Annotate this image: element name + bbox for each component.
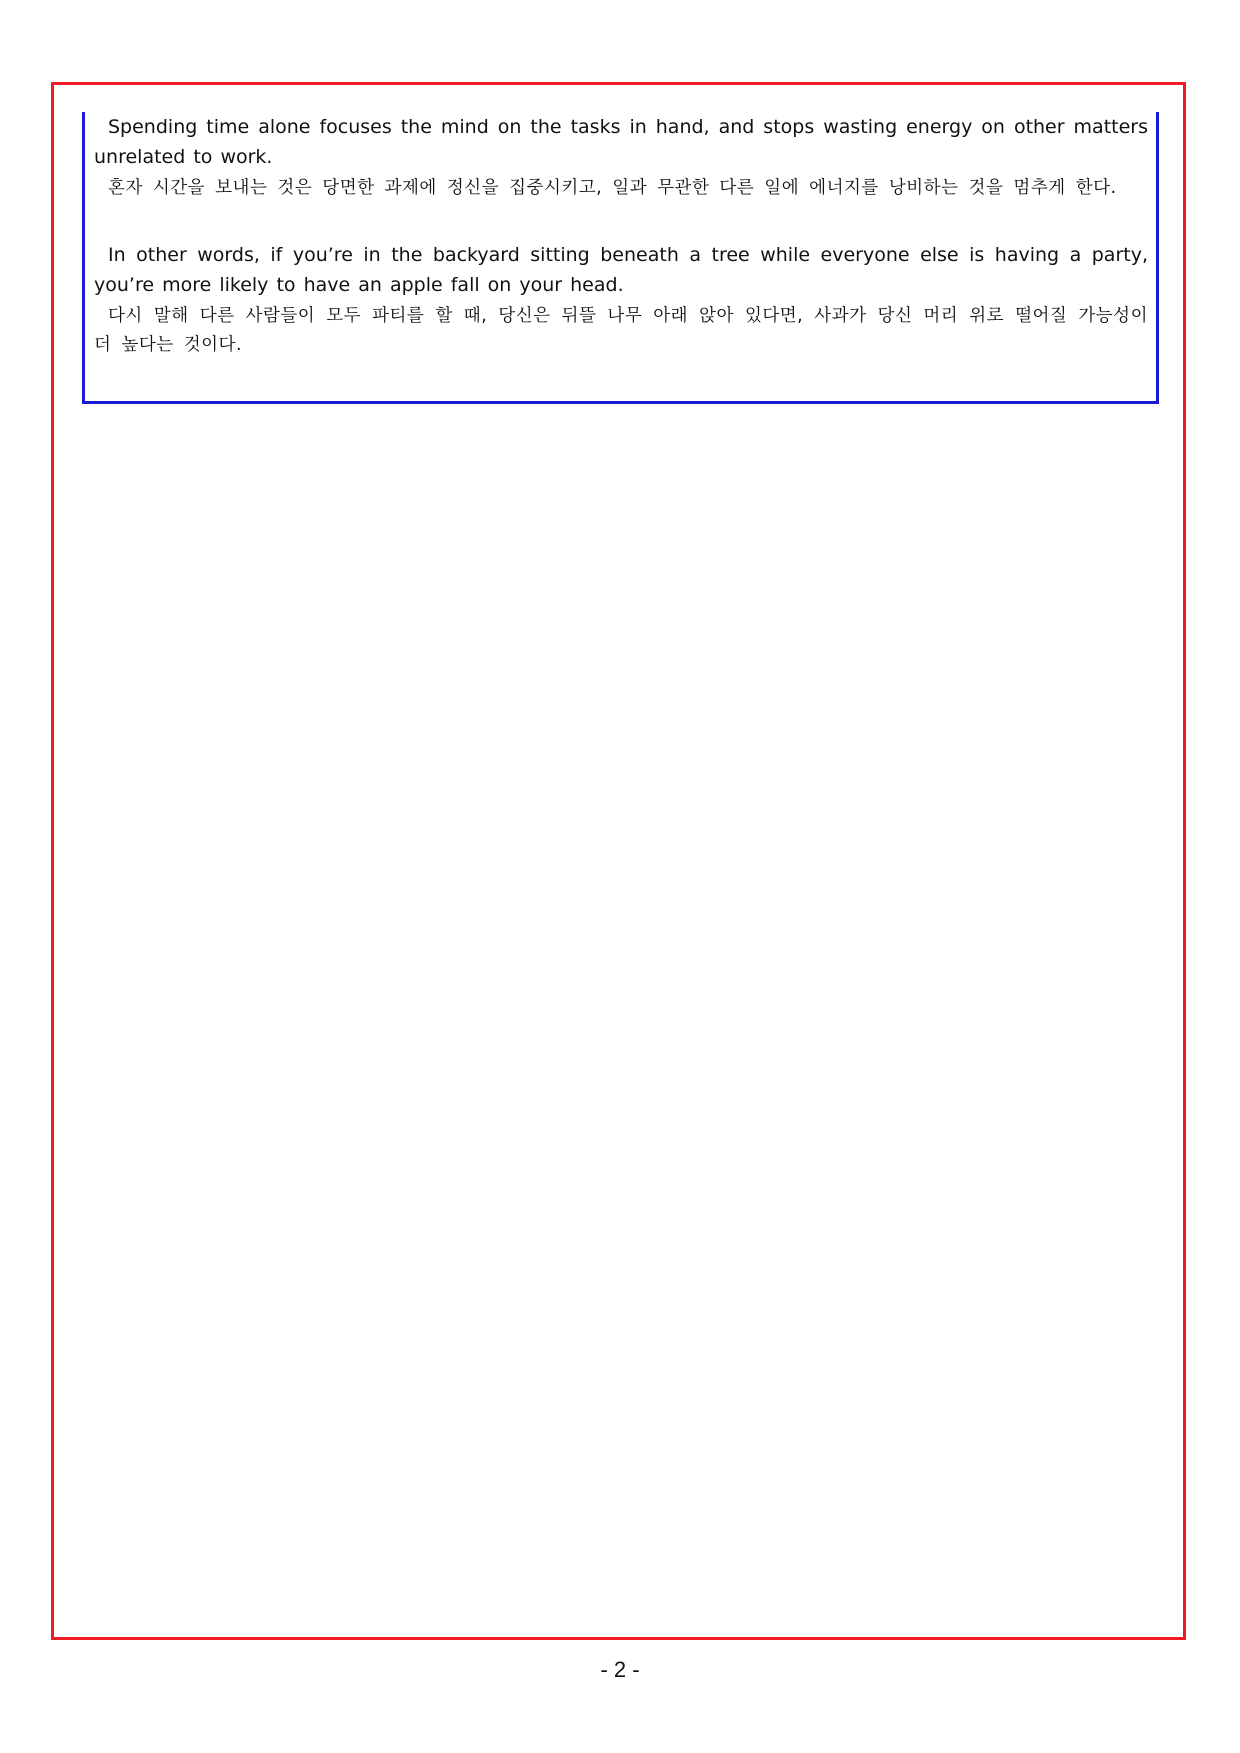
- translation-box: [82, 112, 1159, 404]
- passage-pair-1: [94, 112, 1148, 203]
- page-number: - 2 -: [600, 1657, 640, 1682]
- english-sentence-1: Spending time alone focuses the mind on the tasks in hand, and stops wasting energy on other matters unrelated to work.: [94, 116, 1148, 168]
- english-sentence-2: In other words, if you’re in the backyard sitting beneath a tree while everyone else is having a party, you’re more likely to have an apple fall on your head.: [94, 244, 1148, 296]
- korean-translation-1: 혼자 시간을 보내는 것은 당면한 과제에 정신을 집중시키고, 일과 무관한 다른 일에 에너지를 낭비하는 것을 멈추게 한다.: [108, 178, 1117, 198]
- passage-pair-2: [94, 240, 1148, 360]
- korean-translation-2: 다시 말해 다른 사람들이 모두 파티를 할 때, 당신은 뒤뜰 나무 아래 앉아 있다면, 사과가 당신 머리 위로 떨어질 가능성이 더 높다는 것이다.: [94, 306, 1148, 355]
